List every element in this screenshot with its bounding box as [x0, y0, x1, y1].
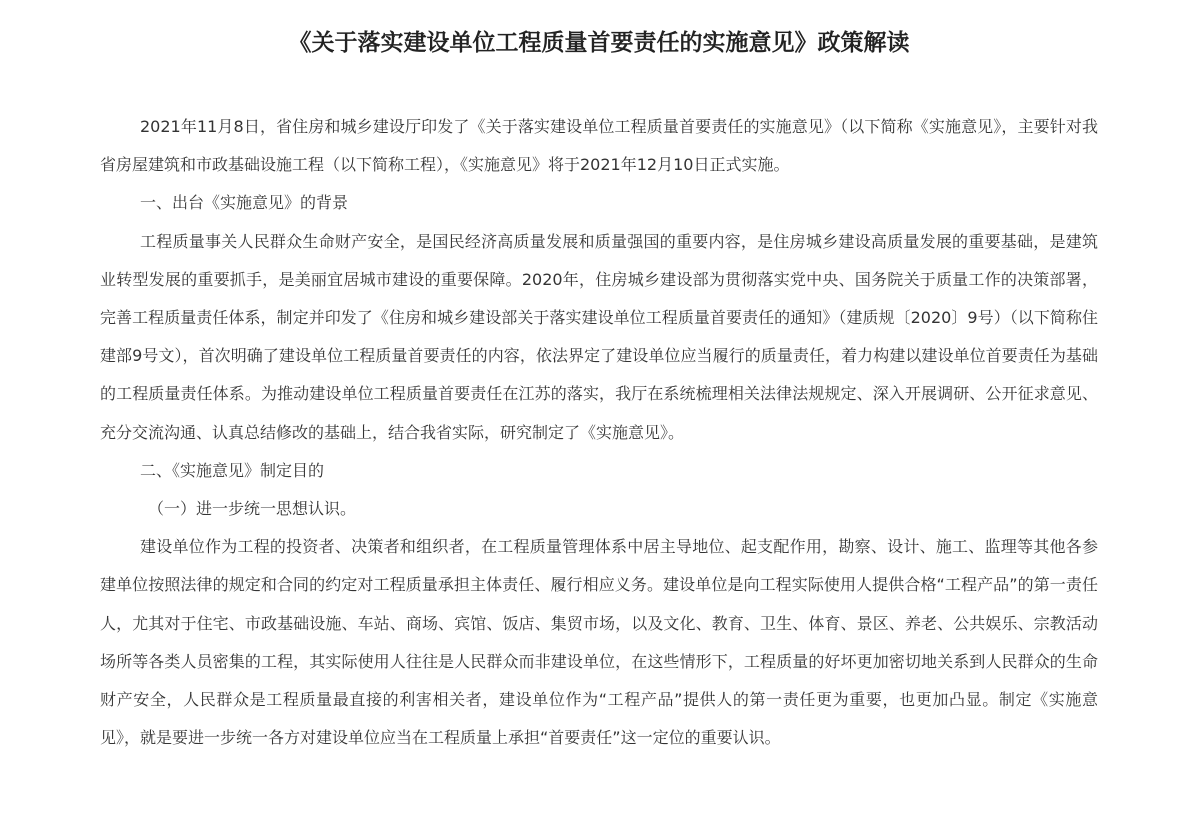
section-heading-purpose: 二、《实施意见》制定目的 [140, 460, 325, 480]
paragraph-intro: 2021年11月8日，省住房和城乡建设厅印发了《关于落实建设单位工程质量首要责任的实施意见》（以下简称《实施意见》，主要针对我省房屋建筑和市政基础设施工程（以下简称工程），《实施意见》将于2021年12月10日正式实施。 [100, 117, 1098, 175]
paragraph-unify-thinking: 建设单位作为工程的投资者、决策者和组织者，在工程质量管理体系中居主导地位、起支配作用，勘察、设计、施工、监理等其他各参建单位按照法律的规定和合同的约定对工程质量承担主体责任、履行相应义务。建设单位是向工程实际使用人提供合格“工程产品”的第一责任人，尤其对于住宅、市政基础设施、车站、商场、宾馆、饭店、集贸市场，以及文化、教育、卫生、体育、景区、养老、公共娱乐、宗教活动场所等各类人员密集的工程，其实际使用人往往是人民群众而非建设单位，在这些情形下，工程质量的好坏更加密切地关系到人民群众的生命财产安全，人民群众是工程质量最直接的利害相关者，建设单位作为“工程产品”提供人的第一责任更为重要，也更加凸显。制定《实施意见》，就是要进一步统一各方对建设单位应当在工程质量上承担“首要责任”这一定位的重要认识。 [100, 537, 1098, 748]
subsection-heading-unify-thinking: （一）进一步统一思想认识。 [148, 499, 357, 519]
section-heading-background: 一、出台《实施意见》的背景 [140, 193, 349, 213]
article-title: 《关于落实建设单位工程质量首要责任的实施意见》政策解读 [288, 30, 910, 56]
article-body [100, 108, 1098, 757]
paragraph-background: 工程质量事关人民群众生命财产安全，是国民经济高质量发展和质量强国的重要内容，是住房城乡建设高质量发展的重要基础，是建筑业转型发展的重要抓手，是美丽宜居城市建设的重要保障。2020年，住房城乡建设部为贯彻落实党中央、国务院关于质量工作的决策部署，完善工程质量责任体系，制定并印发了《住房和城乡建设部关于落实建设单位工程质量首要责任的通知》（建质规〔2020〕9号）（以下简称住建部9号文），首次明确了建设单位工程质量首要责任的内容，依法界定了建设单位应当履行的质量责任，着力构建以建设单位首要责任为基础的工程质量责任体系。为推动建设单位工程质量首要责任在江苏的落实，我厅在系统梳理相关法律法规规定、深入开展调研、公开征求意见、充分交流沟通、认真总结修改的基础上，结合我省实际，研究制定了《实施意见》。 [100, 231, 1098, 442]
